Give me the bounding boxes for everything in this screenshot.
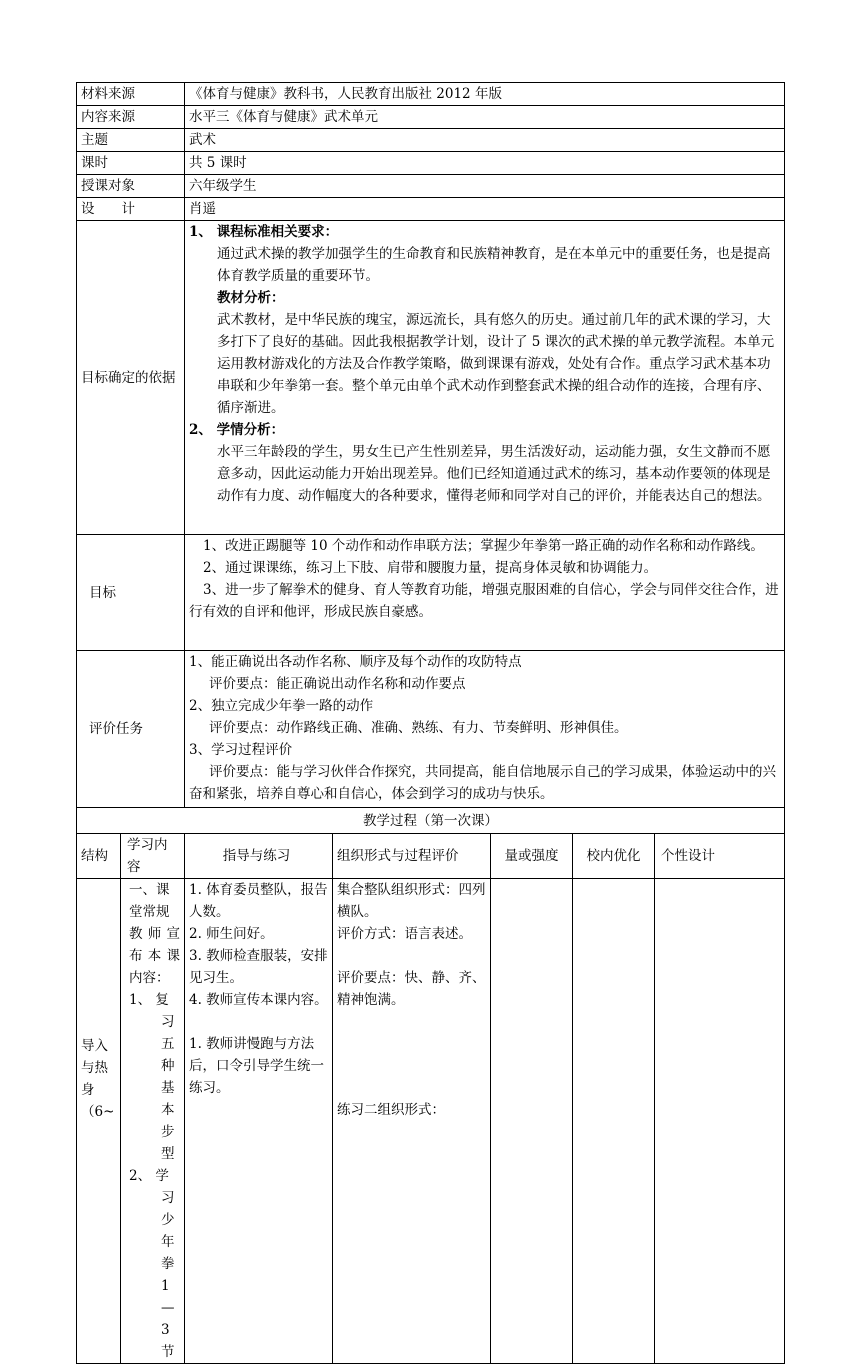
basis-label: 目标确定的依据 [77, 221, 185, 535]
eval-row [77, 651, 785, 808]
intensity-cell [491, 879, 573, 1364]
basis-content [185, 221, 785, 535]
guide-line: 1. 教师讲慢跑与方法后，口令引导学生统一练习。 [189, 1036, 324, 1096]
optimization-cell [573, 879, 655, 1364]
guide-spacer [189, 1011, 328, 1033]
goals-row [77, 535, 785, 651]
process-title-row [77, 808, 785, 834]
info-value: 肖遥 [185, 198, 785, 221]
info-value: 武术 [185, 129, 785, 152]
header-cell: 量或强度 [491, 834, 573, 879]
content-line: 1、 复习五种基本步型 [129, 992, 175, 1162]
eval-line: 3、学习过程评价 [189, 742, 293, 758]
lesson-plan-table [76, 82, 785, 1364]
header-cell: 学习内容 [121, 834, 185, 879]
org-spacer [337, 1011, 486, 1033]
structure-text: 导入与热身（6~ [81, 1038, 115, 1120]
process-header-row [77, 834, 785, 879]
goals-content [185, 535, 785, 651]
eval-label: 评价任务 [77, 651, 185, 808]
eval-line: 评价要点：能与学习伙伴合作探究，共同提高，能自信地展示自己的学习成果，体验运动中的兴奋和紧张，培养自尊心和自信心，体会到学习的成功与快乐。 [189, 764, 776, 802]
info-label: 授课对象 [77, 175, 185, 198]
org-spacer [337, 1033, 486, 1055]
guide-line: 2. 师生问好。 [189, 926, 274, 942]
content-line: 教师宣布本课内容： [129, 926, 180, 986]
eval-content [185, 651, 785, 808]
basis-heading-3: 2、 学情分析： [189, 422, 285, 438]
basis-paragraph-1: 通过武术操的教学加强学生的生命教育和民族精神教育，是在本单元中的重要任务，也是提高体育教学质量的重要环节。 [217, 246, 771, 284]
info-row [77, 152, 785, 175]
info-label: 内容来源 [77, 106, 185, 129]
content-cell [121, 879, 185, 1364]
guide-line: 1. 体育委员整队，报告人数。 [189, 882, 328, 920]
info-row [77, 129, 785, 152]
info-label: 设 计 [77, 198, 185, 221]
org-cell [333, 879, 491, 1364]
guide-line: 3. 教师检查服装，安排见习生。 [189, 948, 328, 986]
header-cell: 组织形式与过程评价 [333, 834, 491, 879]
header-cell: 校内优化 [573, 834, 655, 879]
guide-line: 4. 教师宣传本课内容。 [189, 992, 328, 1008]
personal-design-cell [655, 879, 785, 1364]
info-value: 《体育与健康》教科书，人民教育出版社 2012 年版 [185, 83, 785, 106]
info-label: 主题 [77, 129, 185, 152]
header-cell: 个性设计 [655, 834, 785, 879]
process-row [77, 879, 785, 1364]
basis-paragraph-3: 水平三年龄段的学生，男女生已产生性别差异，男生活泼好动，运动能力强，女生文静而不愿意多动，因此运动能力开始出现差异。他们已经知道通过武术的练习，基本动作要领的体现是动作有力度、动作幅度大的各种要求，懂得老师和同学对自己的评价，并能表达自己的想法。 [217, 444, 771, 504]
eval-line: 2、独立完成少年拳一路的动作 [189, 698, 374, 714]
org-line: 集合整队组织形式：四列横队。 [337, 882, 486, 920]
header-cell: 结构 [77, 834, 121, 879]
structure-cell [77, 879, 121, 1364]
goal-item: 2、通过课课练，练习上下肢、肩带和腰腹力量，提高身体灵敏和协调能力。 [203, 560, 658, 576]
content-line: 2、 学习少年拳 1 — 3 节 [129, 1168, 175, 1360]
info-value: 六年级学生 [185, 175, 785, 198]
info-row [77, 198, 785, 221]
eval-line: 评价要点：动作路线正确、准确、熟练、有力、节奏鲜明、形神俱佳。 [209, 720, 628, 736]
goals-label: 目标 [77, 535, 185, 651]
header-cell: 指导与练习 [185, 834, 333, 879]
eval-line: 评价要点：能正确说出动作名称和动作要点 [209, 676, 466, 692]
org-spacer [337, 945, 486, 967]
basis-row [77, 221, 785, 535]
info-value: 共 5 课时 [185, 152, 785, 175]
basis-heading-1: 1、 课程标准相关要求： [189, 224, 339, 240]
process-title: 教学过程（第一次课） [77, 808, 785, 834]
org-line: 评价方式：语言表述。 [337, 926, 472, 942]
org-spacer [337, 1077, 486, 1099]
info-label: 材料来源 [77, 83, 185, 106]
org-line: 练习二组织形式： [337, 1102, 445, 1118]
basis-heading-2: 教材分析： [217, 290, 285, 306]
info-row [77, 106, 785, 129]
org-spacer [337, 1055, 486, 1077]
goal-item: 1、改进正踢腿等 10 个动作和动作串联方法；掌握少年拳第一路正确的动作名称和动作路线。 [203, 538, 764, 554]
basis-paragraph-2: 武术教材，是中华民族的瑰宝，源远流长，具有悠久的历史。通过前几年的武术课的学习，大多打下了良好的基础。因此我根据教学计划，设计了 5 课次的武术操的单元教学流程。本单元运用教材游戏化的方法及合作教学策略，做到课课有游戏，处处有合作。重点学习武术基本功串联和少年拳第一套。整个单元由单个武术动作到整套武术操的组合动作的连接，合理有序、循序渐进。 [217, 312, 775, 416]
info-row [77, 83, 785, 106]
org-line: 评价要点：快、静、齐、精神饱满。 [337, 970, 486, 1008]
info-row [77, 175, 785, 198]
eval-line: 1、能正确说出各动作名称、顺序及每个动作的攻防特点 [189, 654, 522, 670]
content-line: 一、课堂常规 [129, 882, 170, 920]
guide-cell [185, 879, 333, 1364]
lesson-plan-page [76, 82, 784, 1364]
info-label: 课时 [77, 152, 185, 175]
goal-item: 3、进一步了解拳术的健身、育人等教育功能，增强克服困难的自信心，学会与同伴交往合作，进行有效的自评和他评，形成民族自豪感。 [189, 582, 779, 620]
info-value: 水平三《体育与健康》武术单元 [185, 106, 785, 129]
